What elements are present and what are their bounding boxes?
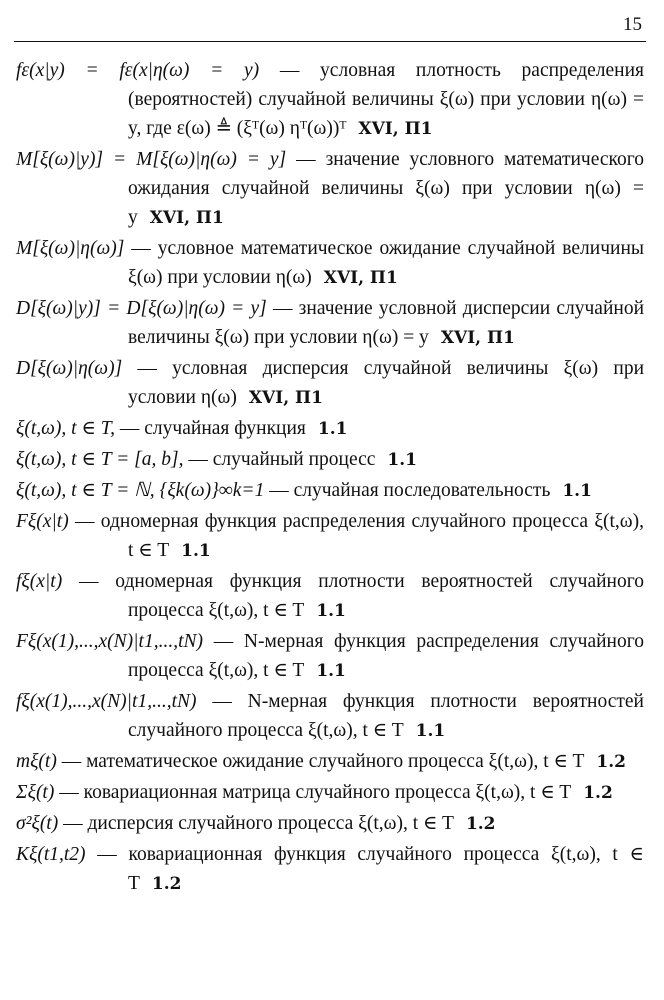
entry-text: — условная дисперсия случайной величины ξ(ω) при условии η(ω)	[128, 358, 644, 408]
notation-entry	[16, 809, 644, 839]
notation-entry	[16, 294, 644, 353]
entry-text: — одномерная функция плотности вероятностей случайного процесса ξ(t,ω), t ∈ T	[78, 571, 644, 621]
entry-text: — значение условного математического ожидания случайной величины ξ(ω) при условии η(ω) = y	[128, 149, 645, 228]
entry-ref: 1.2	[583, 783, 613, 803]
entry-ref: XVI, П1	[440, 328, 515, 348]
notation-entry	[16, 234, 644, 293]
entry-symbol: fξ(x(1),...,x(N)|t1,...,tN)	[16, 691, 197, 712]
notation-entry	[16, 687, 644, 746]
notation-entry	[16, 354, 644, 413]
entry-ref: XVI, П1	[358, 119, 433, 139]
entry-text: — условная плотность распределения (вероятностей) случайной величины ξ(ω) при условии η(ω) = y, где ε(ω) ≜ (ξᵀ(ω) ηᵀ(ω))ᵀ	[128, 60, 645, 139]
entry-ref: 1.1	[316, 661, 346, 681]
entry-text: — N-мерная функция распределения случайного процесса ξ(t,ω), t ∈ T	[128, 631, 645, 681]
notation-entry	[16, 414, 644, 444]
page-number: 15	[623, 14, 642, 35]
notation-entry	[16, 747, 644, 777]
notation-entry	[16, 145, 644, 233]
entry-ref: XVI, П1	[149, 208, 224, 228]
entry-symbol: fξ(x|t)	[16, 571, 63, 592]
entry-ref: 1.2	[465, 814, 496, 834]
entry-text: — ковариационная функция случайного процесса ξ(t,ω), t ∈ T	[97, 844, 644, 894]
notation-entry	[16, 445, 644, 475]
entry-text: — случайная последовательность	[269, 480, 551, 501]
notation-entry	[16, 840, 644, 899]
entry-text: — дисперсия случайного процесса ξ(t,ω), t ∈ T	[63, 813, 454, 834]
notation-entry	[16, 778, 644, 808]
notation-entry	[16, 56, 644, 144]
entry-symbol: Fξ(x|t)	[16, 511, 69, 532]
entry-symbol: fε(x|y) = fε(x|η(ω) = y)	[16, 60, 260, 81]
entry-text: — N-мерная функция плотности вероятностей случайного процесса ξ(t,ω), t ∈ T	[128, 691, 644, 741]
entry-text: — ковариационная матрица случайного процесса ξ(t,ω), t ∈ T	[59, 782, 572, 803]
notation-entry	[16, 627, 644, 686]
entry-text: — математическое ожидание случайного процесса ξ(t,ω), t ∈ T	[61, 751, 585, 772]
entry-ref: 1.1	[415, 721, 446, 741]
entry-symbol: ξ(t,ω), t ∈ T = ℕ, {ξk(ω)}∞k=1	[16, 480, 265, 501]
entry-ref: 1.1	[317, 419, 348, 439]
notation-entry	[16, 567, 644, 626]
notation-entry	[16, 476, 644, 506]
entry-symbol: mξ(t)	[16, 751, 57, 772]
entry-symbol: ξ(t,ω), t ∈ T = [a, b],	[16, 449, 184, 470]
entry-ref: 1.1	[387, 450, 417, 470]
entry-symbol: Kξ(t1,t2)	[16, 844, 86, 865]
entry-ref: 1.2	[151, 874, 182, 894]
entry-text: — одномерная функция распределения случайного процесса ξ(t,ω), t ∈ T	[75, 511, 644, 561]
entry-ref: 1.2	[596, 752, 626, 772]
entry-symbol: M[ξ(ω)|η(ω)]	[16, 238, 125, 259]
entry-symbol: Σξ(t)	[16, 782, 55, 803]
entry-symbol: D[ξ(ω)|y)] = D[ξ(ω)|η(ω) = y]	[16, 298, 267, 319]
notation-entry	[16, 507, 644, 566]
entry-ref: XVI, П1	[323, 268, 398, 288]
entry-symbol: M[ξ(ω)|y)] = M[ξ(ω)|η(ω) = y]	[16, 149, 287, 170]
entry-ref: 1.1	[562, 481, 592, 501]
entry-ref: 1.1	[316, 601, 346, 621]
entry-symbol: Fξ(x(1),...,x(N)|t1,...,tN)	[16, 631, 203, 652]
entry-text: — случайная функция	[119, 418, 306, 439]
notation-list	[16, 56, 644, 899]
entry-text: — условное математическое ожидание случайной величины ξ(ω) при условии η(ω)	[128, 238, 645, 288]
entry-symbol: ξ(t,ω), t ∈ T,	[16, 418, 116, 439]
header-rule	[14, 41, 646, 42]
entry-symbol: σ²ξ(t)	[16, 813, 59, 834]
entry-symbol: D[ξ(ω)|η(ω)]	[16, 358, 123, 379]
entry-ref: 1.1	[181, 541, 211, 561]
entry-text: — случайный процесс	[188, 449, 376, 470]
entry-text: — значение условной дисперсии случайной величины ξ(ω) при условии η(ω) = y	[128, 298, 645, 348]
entry-ref: XVI, П1	[248, 388, 323, 408]
